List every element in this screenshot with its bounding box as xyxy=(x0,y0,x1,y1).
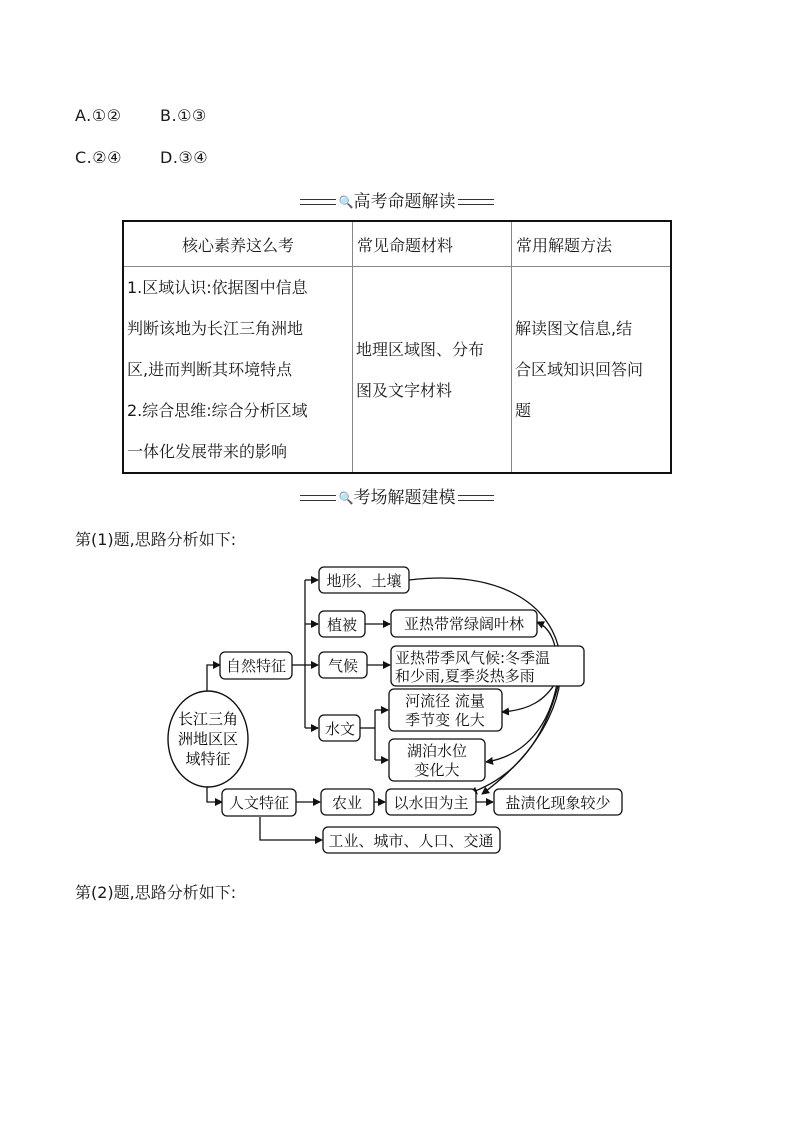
section-title: 高考命题解读 xyxy=(353,192,456,212)
cell-line: 2.综合思维:综合分析区域 xyxy=(127,401,308,420)
table-header-cell: 核心素养这么考 xyxy=(123,221,353,267)
cell-line: 图及文字材料 xyxy=(356,380,453,400)
q1-intro: 第(1)题,思路分析如下: xyxy=(75,530,237,549)
cell-line: 一体化发展带来的影响 xyxy=(127,442,288,461)
label-human: 人文特征 xyxy=(228,794,290,812)
cell-line: 地理区域图、分布 xyxy=(356,339,485,359)
label-climate-desc-line: 亚热带季风气候:冬季温 xyxy=(395,649,551,667)
label-paddy: 以水田为主 xyxy=(393,794,469,812)
label-hydrology: 水文 xyxy=(324,720,356,738)
cell-line: 1.区域认识:依据图中信息 xyxy=(127,278,308,297)
connector xyxy=(260,817,322,840)
choice-d: D.③④ xyxy=(160,148,209,167)
table-header-cell: 常见命题材料 xyxy=(353,221,512,267)
magnifier-icon: 🔍 xyxy=(338,195,354,209)
choice-a: A.①② xyxy=(75,106,122,125)
q2-intro: 第(2)题,思路分析如下: xyxy=(75,883,237,902)
label-climate-desc-line: 和少雨,夏季炎热多雨 xyxy=(395,667,535,685)
label-terrain: 地形、土壤 xyxy=(326,572,402,590)
table-header-cell: 常用解题方法 xyxy=(512,221,672,267)
section-title: 考场解题建模 xyxy=(353,488,456,508)
label-natural: 自然特征 xyxy=(225,657,287,675)
label-industry: 工业、城市、人口、交通 xyxy=(328,832,494,850)
magnifier-icon: 🔍 xyxy=(338,491,354,505)
cell-line: 判断该地为长江三角洲地 xyxy=(127,319,304,338)
choice-c: C.②④ xyxy=(75,148,122,167)
label-agriculture: 农业 xyxy=(331,794,363,812)
label-river-line: 河流径 流量 xyxy=(405,692,485,710)
root-label-line: 长江三角 xyxy=(177,710,239,728)
cell-line: 区,进而判断其环境特点 xyxy=(127,360,293,379)
cell-line: 合区域知识回答问 xyxy=(515,360,644,379)
label-climate: 气候 xyxy=(327,657,359,675)
label-lake-line: 湖泊水位 xyxy=(406,742,468,760)
label-salinization: 盐渍化现象较少 xyxy=(505,794,611,812)
root-label-line: 洲地区区 xyxy=(177,730,239,748)
label-lake-line: 变化大 xyxy=(414,761,460,779)
label-vegetation: 植被 xyxy=(326,616,358,634)
choice-b: B.①③ xyxy=(160,106,207,125)
root-label-line: 域特征 xyxy=(185,750,231,768)
cell-line: 解读图文信息,结 xyxy=(515,319,633,338)
cell-line: 题 xyxy=(515,401,532,420)
label-evergreen: 亚热带常绿阔叶林 xyxy=(403,615,525,633)
label-river-line: 季节变 化大 xyxy=(405,711,485,729)
